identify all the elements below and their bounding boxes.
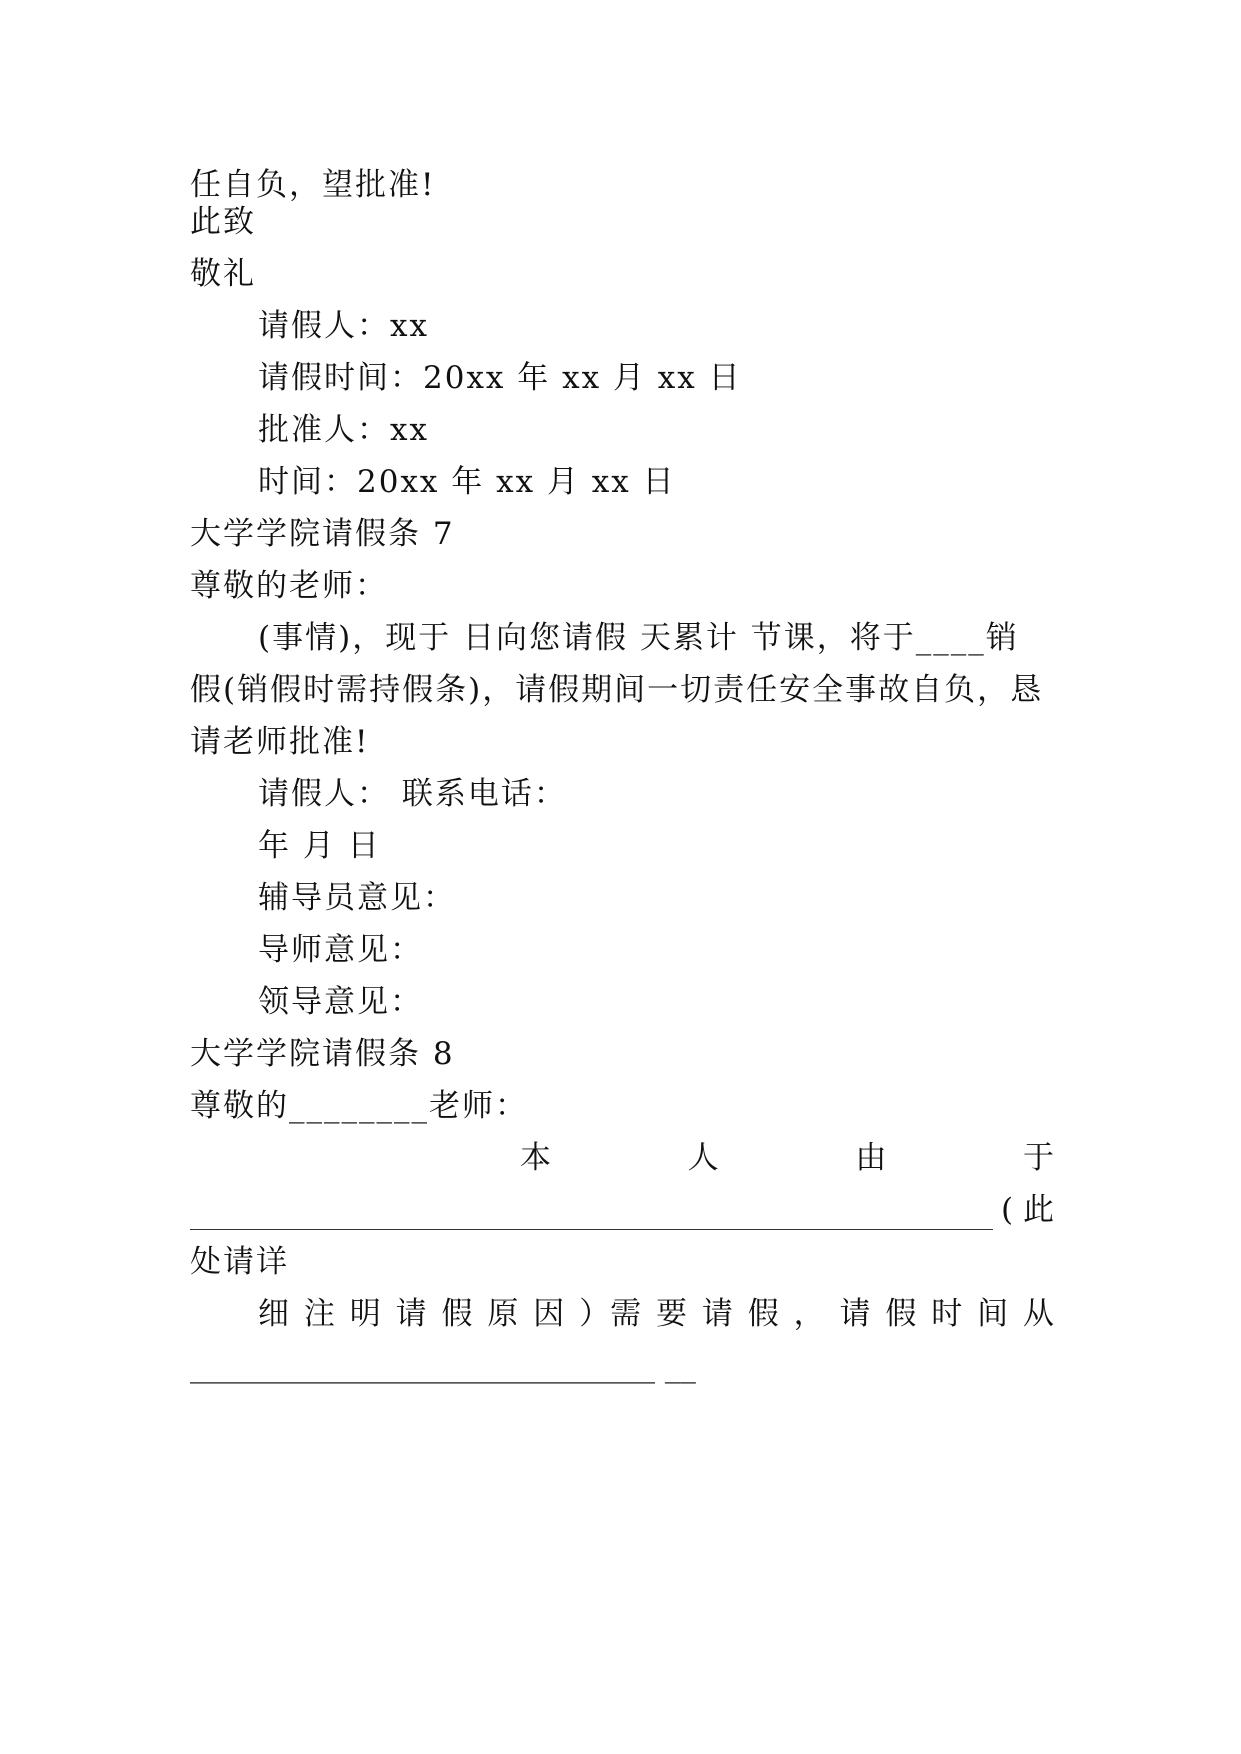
- letter7-greeting: 尊敬的老师：: [190, 568, 388, 604]
- reason-word: 由: [855, 1140, 887, 1176]
- reason-word: 人: [687, 1140, 719, 1176]
- closing-cizhi: 此致: [190, 204, 256, 240]
- letter7-date: 年 月 日: [258, 828, 381, 864]
- detail-word: 时: [931, 1296, 963, 1332]
- letter8-greeting: [190, 1086, 528, 1126]
- letter7-body-line3: 请老师批准!: [190, 724, 370, 760]
- detail-word: 假: [885, 1296, 917, 1332]
- closing-jingli: 敬礼: [190, 256, 256, 292]
- detail-word: 因: [533, 1296, 565, 1332]
- letter7-counselor-opinion: 辅导员意见：: [258, 880, 456, 916]
- letter7-mentor-opinion: 导师意见：: [258, 932, 423, 968]
- letter6-line-end: 任自负，望批准!: [190, 167, 436, 203]
- letter7-title: 大学学院请假条 7: [190, 516, 455, 552]
- letter7-body-line1: (事情)，现于 日向您请假 天累计 节课，将于____销: [258, 620, 1019, 656]
- bottom-blank-line: ______________________________ __: [190, 1348, 696, 1384]
- detail-word: 间: [977, 1296, 1009, 1332]
- leave-time-line: 请假时间：20xx 年 xx 月 xx 日: [258, 360, 742, 396]
- applicant-line: 请假人：xx: [258, 308, 429, 344]
- letter7-body-line2: 假(销假时需持假条)，请假期间一切责任安全事故自负，恳: [190, 672, 1044, 708]
- detail-word: 请: [395, 1296, 427, 1332]
- detail-instruction-line: [258, 1294, 1054, 1334]
- reason-tail: ( 此: [1001, 1192, 1054, 1228]
- detail-word: 请: [701, 1296, 733, 1332]
- reason-word: 于: [1022, 1140, 1054, 1176]
- teacher-name-blank: ________: [289, 1088, 429, 1124]
- detail-word: 原: [487, 1296, 519, 1332]
- reason-blank-line: [190, 1190, 1054, 1230]
- detail-word: ）需: [579, 1296, 642, 1332]
- detail-word: 从: [1023, 1296, 1054, 1332]
- detail-word: 假: [747, 1296, 779, 1332]
- letter7-applicant-phone: 请假人： 联系电话：: [258, 776, 567, 812]
- detail-word: 假: [441, 1296, 473, 1332]
- greeting-suffix: 老师：: [429, 1088, 528, 1124]
- reason-word: 本: [520, 1140, 551, 1176]
- reason-blank: [190, 1199, 993, 1230]
- detail-word: 细: [258, 1296, 289, 1332]
- reason-detail-line: 处请详: [190, 1244, 289, 1280]
- letter8-title: 大学学院请假条 8: [190, 1036, 455, 1072]
- greeting-prefix: 尊敬的: [190, 1088, 289, 1124]
- letter7-leader-opinion: 领导意见：: [258, 984, 423, 1020]
- approver-line: 批准人：xx: [258, 412, 429, 448]
- reason-intro-line: [520, 1138, 1054, 1178]
- detail-word: 注: [303, 1296, 335, 1332]
- detail-word: ，: [793, 1296, 825, 1332]
- detail-word: 明: [349, 1296, 381, 1332]
- detail-word: 请: [839, 1296, 871, 1332]
- approval-time-line: 时间：20xx 年 xx 月 xx 日: [258, 464, 676, 500]
- detail-word: 要: [656, 1296, 687, 1332]
